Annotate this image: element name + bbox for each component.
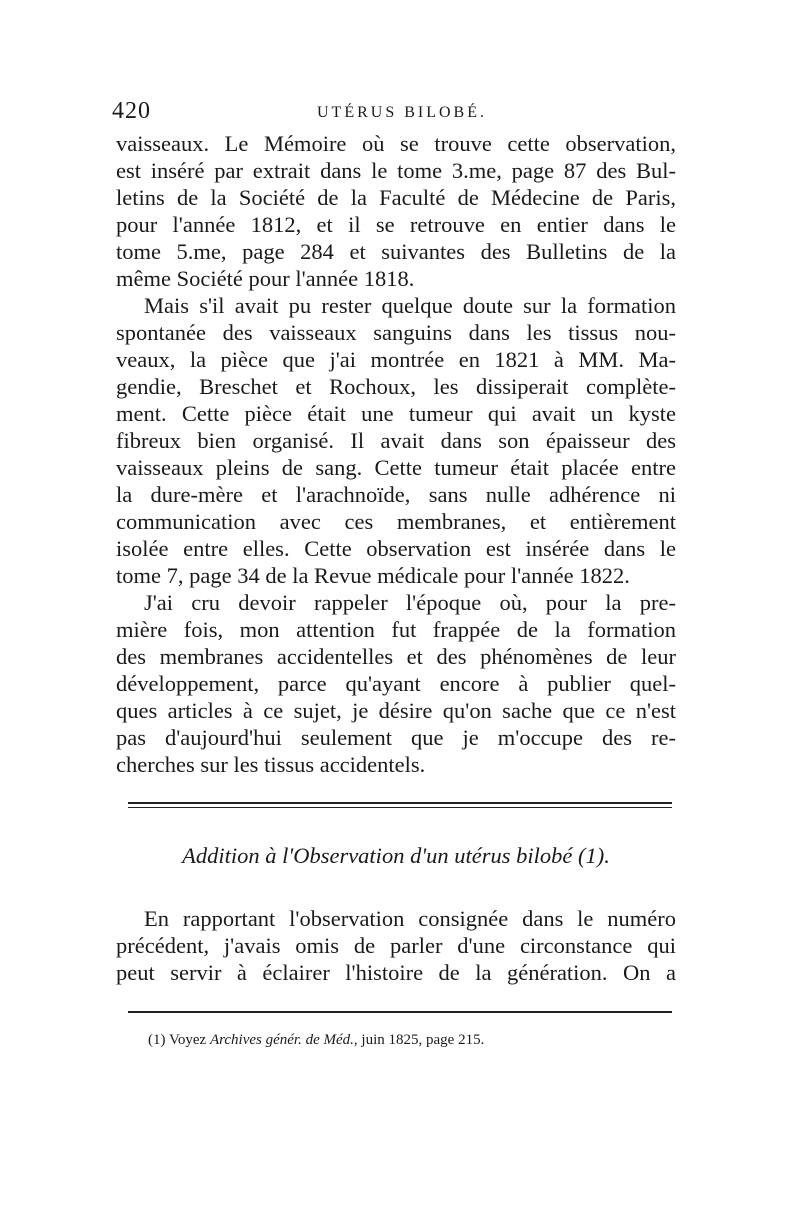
footnote-prefix: (1) Voyez <box>148 1032 210 1048</box>
text-line: veaux, la pièce que j'ai montrée en 1821 à MM. Ma- <box>116 347 676 372</box>
main-text <box>116 130 676 778</box>
text-line: communication avec ces membranes, et entièrement <box>116 509 676 534</box>
text-line: ment. Cette pièce était une tumeur qui avait un kyste <box>116 401 676 426</box>
addition-text <box>116 905 676 986</box>
footnote-divider <box>128 1011 672 1013</box>
text-line: gendie, Breschet et Rochoux, les dissiperait complète- <box>116 374 676 399</box>
text-line: J'ai cru devoir rappeler l'époque où, pour la pre- <box>144 590 676 615</box>
running-head: UTÉRUS BILOBÉ. <box>317 104 487 121</box>
text-line: est inséré par extrait dans le tome 3.me, page 87 des Bul- <box>116 158 676 183</box>
section-divider-thin <box>128 807 672 808</box>
text-line: En rapportant l'observation consignée dans le numéro <box>144 906 676 931</box>
text-line: tome 5.me, page 284 et suivantes des Bulletins de la <box>116 239 676 264</box>
text-line: pour l'année 1812, et il se retrouve en entier dans le <box>116 212 676 237</box>
footnote <box>148 1032 668 1049</box>
text-line: isolée entre elles. Cette observation est insérée dans le <box>116 536 676 561</box>
text-line: vaisseaux. Le Mémoire où se trouve cette observation, <box>116 131 676 156</box>
page-header <box>112 98 672 128</box>
text-line: mière fois, mon attention fut frappée de la formation <box>116 617 676 642</box>
section-title: Addition à l'Observation d'un utérus bilobé (1). <box>182 843 610 868</box>
text-line: précédent, j'avais omis de parler d'une circonstance qui <box>116 933 676 958</box>
text-line: la dure-mère et l'arachnoïde, sans nulle adhérence ni <box>116 482 676 507</box>
text-line: développement, parce qu'ayant encore à publier quel- <box>116 671 676 696</box>
text-line: ques articles à ce sujet, je désire qu'on sache que ce n'est <box>116 698 676 723</box>
footnote-suffix: , juin 1825, page 215. <box>353 1032 485 1048</box>
text-line: tome 7, page 34 de la Revue médicale pour l'année 1822. <box>116 563 630 588</box>
section-divider-thick <box>128 802 672 804</box>
text-line: des membranes accidentelles et des phénomènes de leur <box>116 644 676 669</box>
page-number: 420 <box>112 98 151 124</box>
text-line: fibreux bien organisé. Il avait dans son épaisseur des <box>116 428 676 453</box>
text-line: letins de la Société de la Faculté de Médecine de Paris, <box>116 185 676 210</box>
text-line: Mais s'il avait pu rester quelque doute sur la formation <box>144 293 676 318</box>
text-line: cherches sur les tissus accidentels. <box>116 752 426 777</box>
footnote-reference: Archives génér. de Méd. <box>209 1032 354 1048</box>
text-line: peut servir à éclairer l'histoire de la génération. On a <box>116 960 676 985</box>
text-line: vaisseaux pleins de sang. Cette tumeur était placée entre <box>116 455 676 480</box>
text-line: spontanée des vaisseaux sanguins dans les tissus nou- <box>116 320 676 345</box>
text-line: même Société pour l'année 1818. <box>116 266 415 291</box>
text-line: pas d'aujourd'hui seulement que je m'occupe des re- <box>116 725 676 750</box>
